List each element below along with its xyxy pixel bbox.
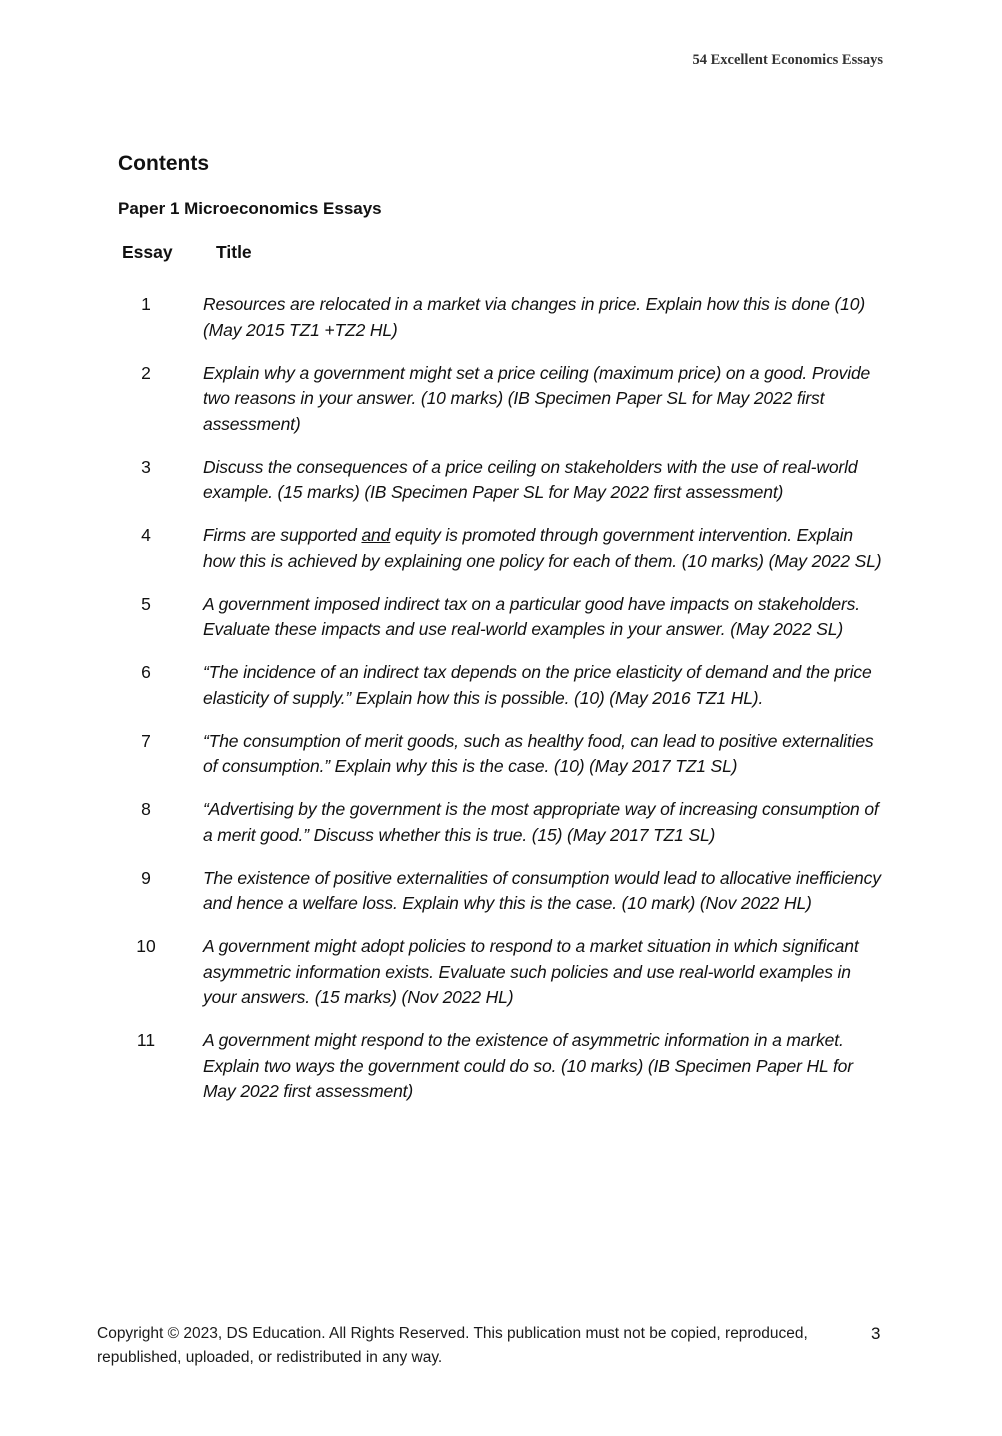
essay-title-underlined: and (361, 525, 391, 545)
essay-title-part: equity is promoted through government intervention. Explain how this is achieved by explaining one policy for each of them. (10 marks) (May 2022 SL) (203, 525, 882, 571)
essay-title: A government might respond to the existence of asymmetric information in a market. Explain two ways the government could do so. (10 marks) (IB Specimen Paper HL for May 2022 first assessment) (203, 1030, 853, 1101)
essay-number: 1 (141, 294, 151, 314)
essay-row-4 (118, 523, 888, 574)
essay-row-5 (118, 592, 888, 643)
essay-title: A government imposed indirect tax on a particular good have impacts on stakeholders. Evaluate these impacts and use real-world examples in your answer. (May 2022 SL) (203, 593, 860, 639)
essay-title: “Advertising by the government is the most appropriate way of increasing consumption of a merit good.” Discuss whether this is true. (15) (May 2017 TZ1 SL) (203, 799, 879, 845)
essay-row-11 (118, 1028, 888, 1105)
essay-row-7 (118, 729, 888, 780)
contents-title: Contents (118, 152, 209, 175)
essay-row-6 (118, 660, 888, 711)
essay-row-8 (118, 797, 888, 848)
essay-title: The existence of positive externalities of consumption would lead to allocative inefficiency and hence a welfare loss. Explain why this is the case. (10 mark) (Nov 2022 HL) (203, 867, 881, 913)
essay-row-2 (118, 361, 888, 438)
essay-number: 9 (141, 867, 151, 888)
essay-number: 4 (141, 525, 151, 545)
essay-row-10 (118, 934, 888, 1011)
column-header-title: Title (216, 242, 252, 262)
essay-title: Discuss the consequences of a price ceiling on stakeholders with the use of real-world example. (15 marks) (IB Specimen Paper SL for May 2022 first assessment) (203, 456, 858, 502)
essay-title-part: Firms are supported (203, 525, 362, 545)
essay-number: 11 (136, 1030, 156, 1050)
column-header-essay: Essay (122, 242, 173, 262)
page-number: 3 (871, 1324, 881, 1343)
essay-title: Explain why a government might set a price ceiling (maximum price) on a good. Provide two reasons in your answer. (10 marks) (IB Specimen Paper SL for May 2022 first assessment) (203, 362, 871, 434)
essay-title: A government might adopt policies to respond to a market situation in which significant asymmetric information exists. Evaluate such policies and use real-world examples in your answers. (15 marks) (Nov 2022 HL) (203, 936, 859, 1007)
essay-title: “The consumption of merit goods, such as healthy food, can lead to positive externalities of consumption.” Explain why this is the case. (10) (May 2017 TZ1 SL) (203, 730, 874, 776)
essay-list (118, 292, 888, 1122)
section-title: Paper 1 Microeconomics Essays (118, 199, 382, 218)
essay-row-3 (118, 455, 888, 506)
essay-number: 3 (141, 456, 151, 477)
copyright-footer: Copyright © 2023, DS Education. All Rights Reserved. This publication must not be copied, reproduced, republished, uploaded, or redistributed in any way. (97, 1325, 808, 1366)
essay-number: 6 (141, 662, 151, 682)
essay-number: 5 (141, 593, 151, 614)
essay-title: “The incidence of an indirect tax depends on the price elasticity of demand and the price elasticity of supply.” Explain how this is possible. (10) (May 2016 TZ1 HL). (203, 662, 872, 708)
essay-row-1 (118, 292, 888, 343)
essay-number: 2 (141, 362, 151, 383)
essay-title (203, 523, 888, 574)
running-header: 54 Excellent Economics Essays (692, 52, 883, 68)
essay-number: 7 (141, 730, 151, 751)
essay-number: 10 (136, 936, 156, 956)
essay-number: 8 (141, 799, 151, 819)
essay-title: Resources are relocated in a market via changes in price. Explain how this is done (10) (May 2015 TZ1 +TZ2 HL) (203, 294, 866, 340)
essay-row-9 (118, 866, 888, 917)
